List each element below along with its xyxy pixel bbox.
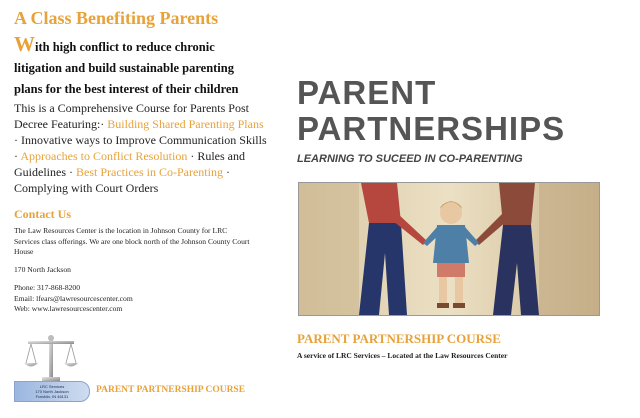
- course-intro: This is a Comprehensive Course for Parents Post Decree Featuring:·: [14, 101, 249, 131]
- intro-dropcap: W: [14, 32, 35, 56]
- feature-rules: Rules and Guidelines: [14, 149, 245, 179]
- scales-of-justice-icon: [22, 333, 80, 383]
- feature-communication: Innovative ways to Improve Communication Skills: [21, 133, 267, 147]
- feature-building-plans: Building Shared Parenting Plans: [107, 117, 264, 131]
- flyer-title: A Class Benefiting Parents: [14, 8, 219, 28]
- badge-line-3: Franklin, IN 46131: [35, 394, 69, 399]
- feature-separator: ·: [187, 149, 198, 163]
- feature-court-orders: Complying with Court Orders: [14, 181, 159, 195]
- contact-details: [14, 283, 133, 315]
- badge-line-1: LRC Services: [39, 384, 65, 389]
- feature-separator: ·: [14, 133, 21, 147]
- service-note: A service of LRC Services – Located at the Law Resources Center: [297, 351, 508, 360]
- feature-separator: ·: [222, 165, 230, 179]
- course-title: PARENT PARTNERSHIP COURSE: [297, 331, 501, 346]
- badge-line-2: 170 North Jackson: [35, 389, 69, 394]
- footer-course-label: PARENT PARTNERSHIP COURSE: [96, 385, 246, 395]
- feature-separator: ·: [66, 165, 76, 179]
- contact-address: 170 North Jackson: [14, 265, 71, 274]
- main-heading-line-2: PARTNERSHIPS: [297, 110, 566, 147]
- feature-separator: ·: [14, 149, 21, 163]
- contact-web[interactable]: Web: www.lawresourcescenter.com: [14, 304, 123, 313]
- course-description: [14, 100, 269, 196]
- main-heading-line-1: PARENT: [297, 74, 437, 111]
- subtitle: LEARNING TO SUCEED IN CO-PARENTING: [297, 153, 523, 165]
- contact-body: The Law Resources Center is the location in Johnson County for LRC Services class offerings. We are one block north of the Johnson County Court House: [14, 226, 250, 256]
- intro-paragraph: [14, 34, 264, 100]
- family-photo: [298, 182, 600, 316]
- contact-heading: Contact Us: [14, 207, 71, 221]
- main-heading: [297, 75, 565, 147]
- feature-best-practices: Best Practices in Co-Parenting: [76, 165, 223, 179]
- contact-phone: Phone: 317-868-8200: [14, 283, 81, 292]
- feature-conflict-resolution: Approaches to Conflict Resolution: [20, 149, 188, 163]
- contact-email[interactable]: Email: lfears@lawresourcescenter.com: [14, 293, 133, 303]
- intro-text: ith high conflict to reduce chronic litigation and build sustainable parenting plans for the best interest of their children: [14, 40, 239, 96]
- lrc-address-badge: [14, 381, 90, 402]
